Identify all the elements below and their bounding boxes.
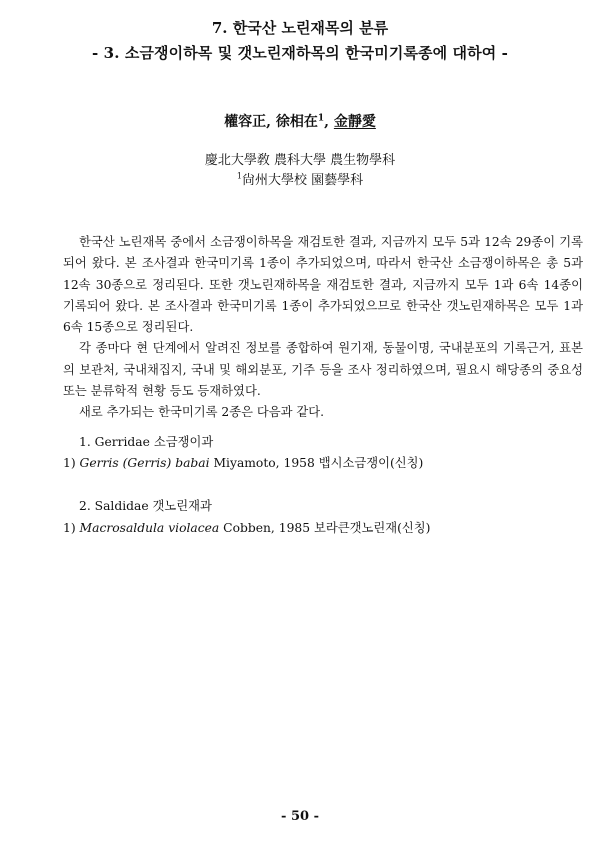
affiliation-line-2	[0, 172, 600, 190]
affiliation-line-1: 慶北大學敎 農科大學 農生物學科	[204, 153, 396, 168]
species-number: 1)	[63, 521, 76, 535]
page-number: - 50 -	[281, 809, 319, 824]
author-line	[0, 112, 600, 132]
species-korean-name: 보라큰갯노린재(신칭)	[313, 521, 431, 535]
species-epithet: babai	[175, 456, 210, 470]
family-heading: 1. Gerridae 소금쟁이과	[79, 435, 214, 449]
page-title: 7. 한국산 노린재목의 분류	[211, 19, 389, 37]
species-entry	[63, 518, 430, 539]
author-separator: ,	[324, 114, 334, 130]
author-affiliation-mark: 1	[317, 113, 325, 124]
species-authority: Miyamoto, 1958	[213, 456, 315, 470]
page-subtitle: - 3. 소금쟁이하목 및 갯노린재하목의 한국미기록종에 대하여 -	[92, 44, 508, 62]
corresponding-author-name: 金靜愛	[333, 114, 376, 130]
author-names: 權容正, 徐相在	[224, 114, 318, 130]
species-subgenus: (Gerris)	[122, 456, 172, 470]
abstract-body	[63, 232, 583, 424]
species-number: 1)	[63, 456, 76, 470]
species-genus: Macrosaldula	[79, 521, 165, 535]
species-korean-name: 뱁시소금쟁이(신칭)	[318, 456, 424, 470]
paragraph: 새로 추가되는 한국미기록 2종은 다음과 같다.	[79, 405, 325, 420]
species-genus: Gerris	[79, 456, 119, 470]
species-authority: Cobben, 1985	[223, 521, 311, 535]
affiliation-text: 尙州大學校 園藝學科	[241, 173, 364, 188]
paragraph: 한국산 노린재목 중에서 소금쟁이하목을 재검토한 결과, 지금까지 모두 5과 12속 29종이 기록되어 왔다. 본 조사결과 한국미기록 1종이 추가되었으며, 따라서 한국산 소금쟁이하목은 총 5과 12속 30종으로 정리된다. 또한 갯노린재하목을 재검토한 결과, 지금까지 모두 1과 6속 14종이 기록되어 왔다. 본 조사결과 한국미기록 1종이 추가되었으므로 한국산 갯노린재하목은 모두 1과 6속 15종으로 정리된다.	[63, 235, 583, 335]
species-epithet: violacea	[168, 521, 220, 535]
family-heading: 2. Saldidae 갯노린재과	[79, 499, 212, 513]
paragraph: 각 종마다 현 단계에서 알려진 정보를 종합하여 원기재, 동물이명, 국내분포의 기록근거, 표본의 보관처, 국내채집지, 국내 및 해외분포, 기주 등을 조사 정리하였으며, 필요시 해당종의 중요성 또는 분류학적 현황 등도 등재하였다.	[63, 341, 583, 399]
affiliation-mark: 1	[236, 171, 242, 181]
species-entry	[63, 453, 423, 474]
